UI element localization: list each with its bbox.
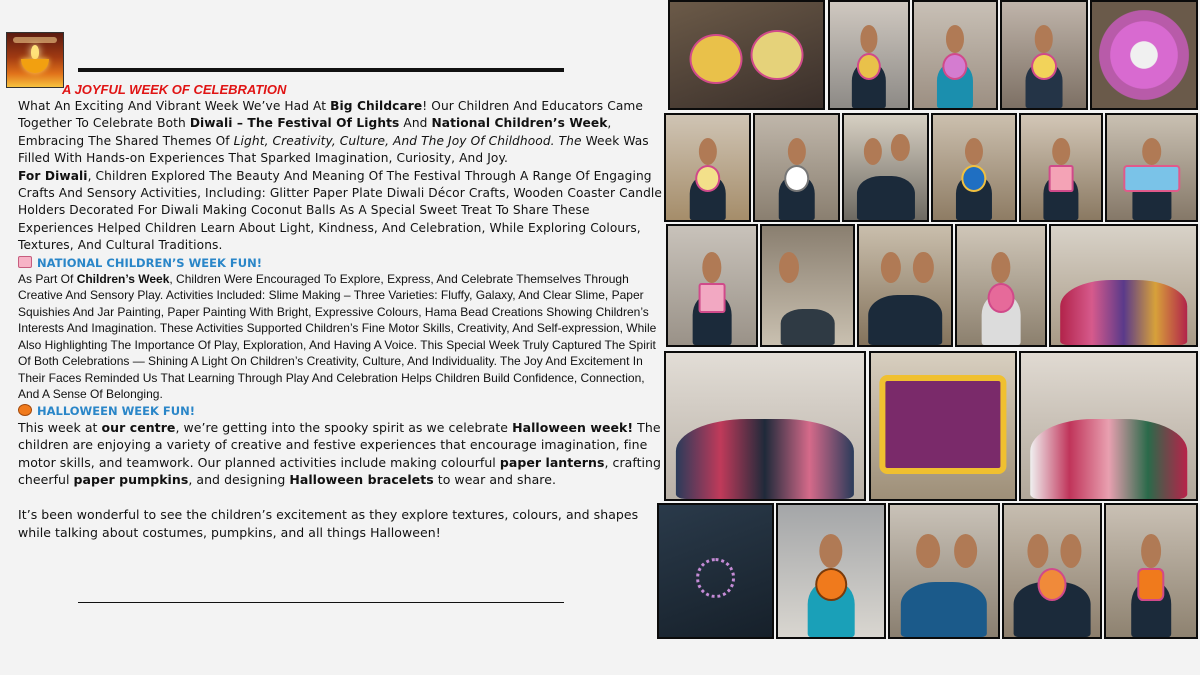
- photo-educators-group-2: [1019, 351, 1198, 501]
- photo-boy-with-pink-craft: [666, 224, 758, 347]
- childrens-week-paragraph: As Part Of Children’s Week, Children Were Encouraged To Explore, Express, And Celebrate Themselves Through Creative And Sensory Play. Activities Included: Slime Making – Three Varieties: Fluffy, Galaxy, And Clear Slime, Paper Squishies And Jar Painting, Paper Painting With Bright, Expressive Colours, Hama Bead Creations Showing Children’s Interests And Imagination. These Activities Supported Children’s Fine Motor Skills, Creativity, And Self-expression, While Also Highlighting The Importance Of Play, Exploration, And Having A Voice. This Special Week Truly Captured The Spirit Of Both Celebrations — Shining A Light On Children’s Creativity, Culture, And Individuality. The Joy And Excitement In Their Faces Reminded Us That Learning Through Play And Celebration Helps Children Build Confidence, Connection, And A Sense Of Belonging.: [18, 271, 657, 402]
- photo-diwali-decorations: [869, 351, 1017, 501]
- photo-boys-with-lanterns: [888, 503, 1000, 639]
- photo-slime-making: [760, 224, 855, 347]
- photo-girl-with-pumpkin: [776, 503, 886, 639]
- diwali-paragraph: For Diwali, Children Explored The Beauty And Meaning Of The Festival Through A Range Of Engaging Crafts And Sensory Activities, Including: Glitter Paper Plate Diwali Décor Crafts, Wooden Coaster Candle Holders Decorated For Diwali Making Coconut Balls As A Special Sweet Treat To Share These Experiences Helped Children Learn About Light, Kindness, And Celebration, While Exploring Colours, Textures, And Cultural Traditions.: [18, 168, 663, 253]
- photo-boy-with-diya: [664, 113, 751, 222]
- intro-paragraph: What An Exciting And Vibrant Week We’ve Had At Big Childcare! Our Children And Educators Came Together To Celebrate Both Diwali – The Festival Of Lights And National Children’s Week, Embracing The Shared Themes Of Light, Creativity, Culture, And The Joy Of Childhood. The Week Was Filled With Hands-on Experiences That Sparked Imagination, Curiosity, And Joy.: [18, 99, 649, 166]
- halloween-heading: HALLOWEEN WEEK FUN!: [18, 403, 663, 419]
- photo-educators-group: [1049, 224, 1198, 347]
- halloween-paragraph: This week at our centre, we’re getting into the spooky spirit as we celebrate Halloween week! The children are enjoying a variety of creative and festive experiences that encourage imagination, fine motor skills, and teamwork. Our planned activities include making colourful paper lanterns, crafting cheerful paper pumpkins, and designing Halloween bracelets to wear and share.: [18, 419, 661, 488]
- photo-diwali-plate-crafts: [668, 0, 825, 110]
- photo-girl-with-lantern: [1104, 503, 1198, 639]
- closing-paragraph: It’s been wonderful to see the children’s excitement as they explore textures, colours, and shapes while talking about costumes, pumpkins, and all things Halloween!: [18, 507, 639, 540]
- photo-boy-with-coaster-2: [931, 113, 1017, 222]
- photo-boy-with-coaster: [912, 0, 998, 110]
- page-title: A JOYFUL WEEK OF CELEBRATION: [62, 82, 287, 97]
- photo-pink-candle-holder: [1090, 0, 1198, 110]
- photo-girl-with-painting: [1105, 113, 1198, 222]
- photo-children-at-table: [842, 113, 929, 222]
- photo-child-with-plate: [828, 0, 910, 110]
- photo-girls-with-lanterns: [1002, 503, 1102, 639]
- photo-child-in-hat: [955, 224, 1047, 347]
- photo-girl-with-craft: [1000, 0, 1088, 110]
- photo-boys-with-hama-beads: [857, 224, 953, 347]
- childrens-week-heading: NATIONAL CHILDREN’S WEEK FUN!: [18, 255, 663, 271]
- photo-girl-with-diwali-plate: [753, 113, 840, 222]
- photo-halloween-bracelet: [657, 503, 774, 639]
- photo-boy-with-paper-craft: [1019, 113, 1103, 222]
- photo-educators-parent-information: [664, 351, 866, 501]
